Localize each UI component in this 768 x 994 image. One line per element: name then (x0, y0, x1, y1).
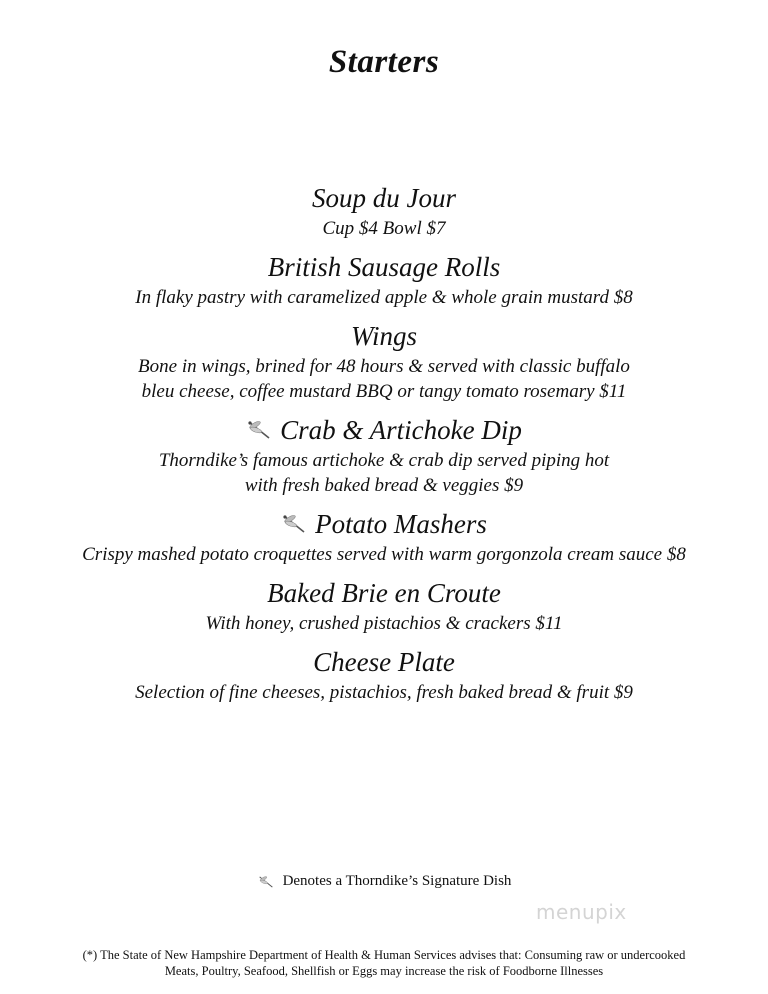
watermark: menupix (536, 900, 627, 924)
menu-item (0, 506, 768, 567)
signature-note-text: Denotes a Thorndike’s Signature Dish (282, 873, 512, 889)
item-description: Bone in wings, brined for 48 hours & served with classic buffalo bleu cheese, coffee mustard BBQ or tangy tomato rosemary $11 (138, 356, 630, 402)
disclaimer-line: (*) The State of New Hampshire Department of Health & Human Services advises that: Consuming raw or undercooked (82, 948, 686, 962)
item-description: In flaky pastry with caramelized apple & whole grain mustard $8 (135, 287, 633, 308)
item-name: Cheese Plate (313, 647, 455, 677)
item-description: Cup $4 Bowl $7 (322, 218, 446, 239)
menu-item (0, 180, 768, 241)
dragonfly-icon (257, 875, 275, 889)
item-name: Crab & Artichoke Dip (280, 415, 522, 445)
menu-item (0, 249, 768, 310)
item-name: Potato Mashers (315, 509, 487, 539)
menu-item (0, 412, 768, 498)
menu-item (0, 318, 768, 404)
dragonfly-icon (246, 419, 272, 441)
item-name: Wings (350, 321, 417, 351)
dragonfly-icon (281, 513, 307, 535)
item-name: Baked Brie en Croute (267, 578, 501, 608)
item-description: Crispy mashed potato croquettes served with warm gorgonzola cream sauce $8 (82, 544, 686, 565)
health-disclaimer (0, 947, 768, 979)
item-name: Soup du Jour (312, 183, 456, 213)
page-title: Starters (328, 44, 440, 80)
item-name: British Sausage Rolls (267, 252, 501, 282)
menu-item (0, 644, 768, 705)
item-description: With honey, crushed pistachios & crackers $11 (205, 613, 563, 634)
menu-item (0, 575, 768, 636)
disclaimer-line: Meats, Poultry, Seafood, Shellfish or Eggs may increase the risk of Foodborne Illnesses (164, 964, 604, 978)
item-description: Selection of fine cheeses, pistachios, fresh baked bread & fruit $9 (135, 682, 633, 703)
menu-items (0, 180, 768, 713)
signature-note (0, 873, 768, 890)
item-description: Thorndike’s famous artichoke & crab dip served piping hot with fresh baked bread & veggies $9 (158, 450, 610, 496)
